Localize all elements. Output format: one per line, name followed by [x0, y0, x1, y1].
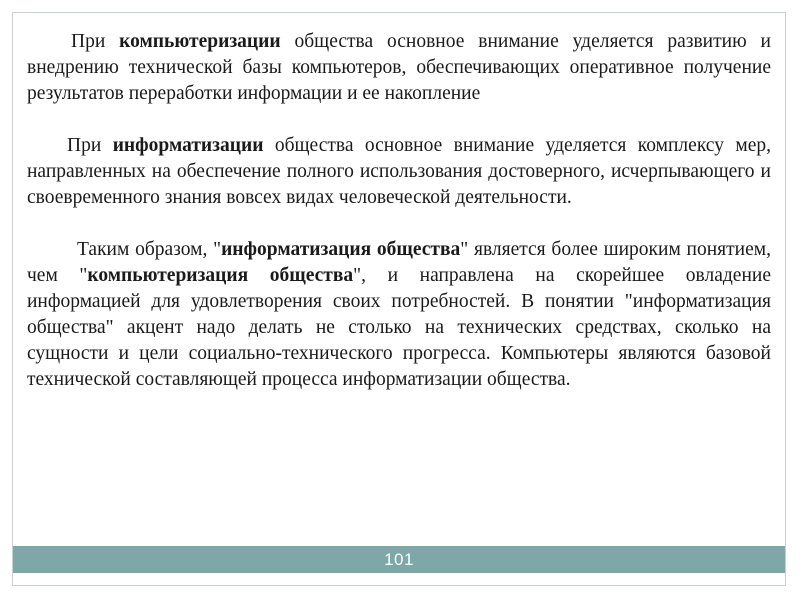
text-run: " является более широким понятием, чем "	[27, 239, 771, 286]
text-body	[27, 29, 771, 419]
footer-bar	[13, 546, 785, 573]
text-run: общества основное внимание уделяется комплексу мер, направленных на обеспечение полного использования достоверного, исчерпывающего и своевременного знания вовсех видах человеческой деятельности.	[27, 135, 771, 208]
term-informatization: информатизации	[112, 135, 264, 156]
text-run: При	[71, 31, 120, 52]
text-run: Таким образом, "	[77, 239, 222, 260]
page-number: 101	[384, 549, 414, 569]
text-run: При	[67, 135, 113, 156]
text-run: ", и направлена на скорейшее овладение информацией для удовлетворения своих потребностей. В понятии "информатизация общества" акцент надо делать не столько на технических средствах, сколько на сущности и цели социально-технического прогресса. Компьютеры являются базовой технической составляющей процесса информатизации общества.	[27, 265, 771, 390]
term-computerization-of-society: компьютеризация общества	[87, 265, 354, 286]
term-informatization-of-society: информатизация общества	[221, 239, 461, 260]
slide-frame	[12, 12, 786, 586]
paragraph-computerization	[27, 29, 771, 107]
paragraph-conclusion	[27, 237, 771, 393]
paragraph-informatization	[27, 133, 771, 211]
text-run: общества основное внимание уделяется развитию и внедрению технической базы компьютеров, обеспечивающих оперативное получение результатов переработки информации и ее накопление	[27, 31, 771, 104]
term-computerization: компьютеризации	[119, 31, 281, 52]
